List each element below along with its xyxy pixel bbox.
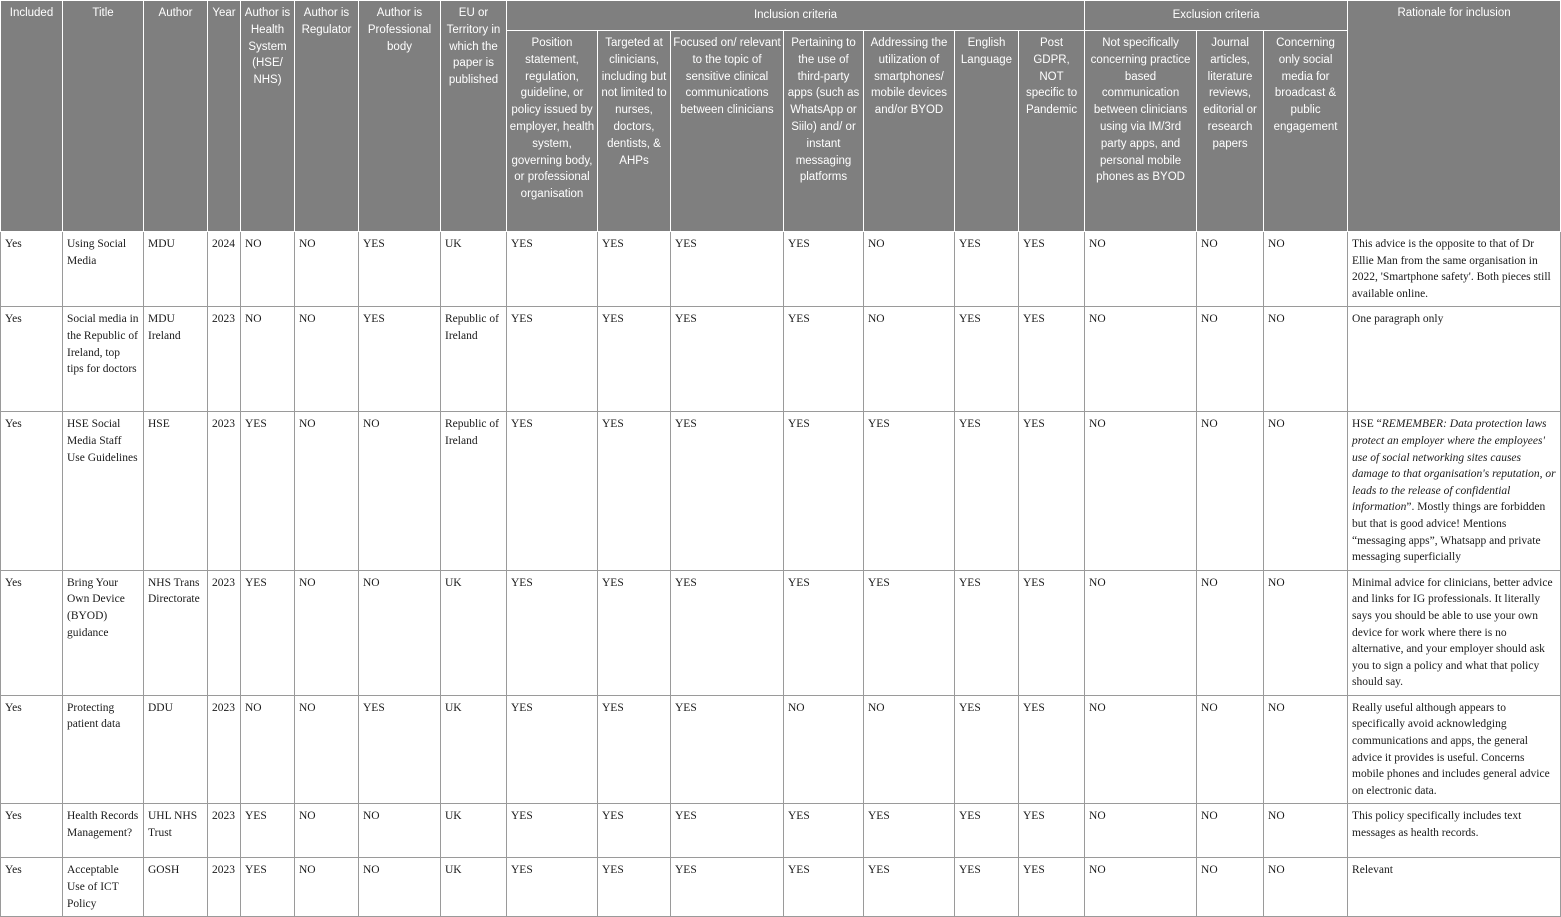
cell-inclusion-1: YES	[507, 804, 598, 858]
cell-exclusion-1: NO	[1085, 858, 1197, 917]
cell-author: HSE	[144, 412, 208, 570]
cell-exclusion-3: NO	[1264, 412, 1348, 570]
header-row-groups	[1, 1, 1561, 31]
cell-included: Yes	[1, 858, 63, 917]
header-author: Author	[144, 1, 208, 232]
cell-year: 2023	[208, 570, 241, 695]
cell-regulator: NO	[295, 858, 359, 917]
cell-inclusion-1: YES	[507, 307, 598, 412]
rationale-suffix: ”. Mostly things are forbidden but that is good advice! Mentions “messaging apps”, Whatsapp and private messaging superficially	[1352, 501, 1546, 564]
cell-exclusion-3: NO	[1264, 695, 1348, 804]
cell-rationale: One paragraph only	[1348, 307, 1561, 412]
cell-health-system: YES	[241, 858, 295, 917]
table-body	[1, 232, 1561, 917]
cell-exclusion-2: NO	[1197, 232, 1264, 307]
cell-inclusion-7: YES	[1019, 695, 1085, 804]
cell-inclusion-7: YES	[1019, 232, 1085, 307]
cell-exclusion-3: NO	[1264, 307, 1348, 412]
cell-professional-body: YES	[359, 695, 441, 804]
cell-inclusion-4: YES	[784, 412, 864, 570]
cell-inclusion-6: YES	[955, 695, 1019, 804]
cell-inclusion-1: YES	[507, 858, 598, 917]
cell-regulator: NO	[295, 570, 359, 695]
cell-inclusion-5: NO	[864, 695, 955, 804]
table-row	[1, 307, 1561, 412]
cell-inclusion-2: YES	[598, 695, 671, 804]
table-header	[1, 1, 1561, 232]
cell-exclusion-3: NO	[1264, 232, 1348, 307]
header-territory: EU or Territory in which the paper is published	[441, 1, 507, 232]
cell-author: GOSH	[144, 858, 208, 917]
cell-regulator: NO	[295, 695, 359, 804]
cell-rationale	[1348, 412, 1561, 570]
cell-inclusion-3: YES	[671, 695, 784, 804]
cell-health-system: YES	[241, 570, 295, 695]
header-inclusion-group: Inclusion criteria	[507, 1, 1085, 31]
cell-exclusion-1: NO	[1085, 412, 1197, 570]
cell-inclusion-1: YES	[507, 695, 598, 804]
cell-author: NHS Trans Directorate	[144, 570, 208, 695]
header-rationale: Rationale for inclusion	[1348, 1, 1561, 232]
cell-author: MDU Ireland	[144, 307, 208, 412]
header-inclusion-2: Targeted at clinicians, including but not limited to nurses, doctors, dentists, & AHPs	[598, 31, 671, 232]
cell-included: Yes	[1, 804, 63, 858]
cell-inclusion-4: YES	[784, 232, 864, 307]
cell-territory: UK	[441, 695, 507, 804]
cell-exclusion-2: NO	[1197, 570, 1264, 695]
cell-title: Bring Your Own Device (BYOD) guidance	[63, 570, 144, 695]
header-inclusion-5: Addressing the utilization of smartphones/ mobile devices and/or BYOD	[864, 31, 955, 232]
cell-inclusion-3: YES	[671, 858, 784, 917]
cell-exclusion-2: NO	[1197, 858, 1264, 917]
cell-rationale: Minimal advice for clinicians, better advice and links for IG professionals. It literally says you should be able to use your own device for work where there is no alternative, and your employer should ask you to sign a policy and what that policy should say.	[1348, 570, 1561, 695]
cell-inclusion-3: YES	[671, 412, 784, 570]
cell-author: UHL NHS Trust	[144, 804, 208, 858]
cell-health-system: NO	[241, 695, 295, 804]
cell-title: Acceptable Use of ICT Policy	[63, 858, 144, 917]
cell-author: DDU	[144, 695, 208, 804]
cell-inclusion-5: NO	[864, 232, 955, 307]
cell-exclusion-3: NO	[1264, 804, 1348, 858]
cell-included: Yes	[1, 412, 63, 570]
header-inclusion-3: Focused on/ relevant to the topic of sensitive clinical communications between clinicians	[671, 31, 784, 232]
cell-rationale: Relevant	[1348, 858, 1561, 917]
cell-included: Yes	[1, 695, 63, 804]
cell-rationale: This policy specifically includes text messages as health records.	[1348, 804, 1561, 858]
cell-included: Yes	[1, 570, 63, 695]
cell-year: 2023	[208, 412, 241, 570]
cell-inclusion-1: YES	[507, 232, 598, 307]
cell-year: 2023	[208, 858, 241, 917]
table-row	[1, 570, 1561, 695]
cell-exclusion-2: NO	[1197, 695, 1264, 804]
header-professional-body: Author is Professional body	[359, 1, 441, 232]
rationale-quote: REMEMBER: Data protection laws protect an employer where the employees' use of social networking sites causes damage to that organisation's reputation, or leads to the release of confidential information	[1352, 418, 1556, 514]
cell-included: Yes	[1, 232, 63, 307]
cell-inclusion-6: YES	[955, 412, 1019, 570]
cell-inclusion-4: NO	[784, 695, 864, 804]
cell-inclusion-3: YES	[671, 232, 784, 307]
cell-inclusion-5: YES	[864, 858, 955, 917]
cell-professional-body: NO	[359, 858, 441, 917]
cell-inclusion-2: YES	[598, 232, 671, 307]
cell-health-system: YES	[241, 412, 295, 570]
rationale-prefix: HSE “	[1352, 418, 1382, 431]
cell-exclusion-1: NO	[1085, 804, 1197, 858]
cell-inclusion-4: YES	[784, 804, 864, 858]
cell-year: 2024	[208, 232, 241, 307]
cell-inclusion-4: YES	[784, 858, 864, 917]
cell-title: Protecting patient data	[63, 695, 144, 804]
cell-territory: UK	[441, 804, 507, 858]
table-row	[1, 804, 1561, 858]
cell-title: Using Social Media	[63, 232, 144, 307]
cell-rationale: Really useful although appears to specifically avoid acknowledging communications and apps, the general advice it provides is useful. Concerns mobile phones and includes general advice on electronic data.	[1348, 695, 1561, 804]
cell-professional-body: YES	[359, 307, 441, 412]
cell-inclusion-6: YES	[955, 858, 1019, 917]
cell-professional-body: YES	[359, 232, 441, 307]
header-exclusion-1: Not specifically concerning practice based communication between clinicians using via IM/3rd party apps, and personal mobile phones as BYOD	[1085, 31, 1197, 232]
cell-inclusion-2: YES	[598, 570, 671, 695]
header-exclusion-3: Concerning only social media for broadcast & public engagement	[1264, 31, 1348, 232]
header-exclusion-2: Journal articles, literature reviews, editorial or research papers	[1197, 31, 1264, 232]
cell-inclusion-4: YES	[784, 307, 864, 412]
cell-year: 2023	[208, 307, 241, 412]
cell-territory: Republic of Ireland	[441, 412, 507, 570]
cell-health-system: NO	[241, 232, 295, 307]
header-health-system: Author is Health System (HSE/ NHS)	[241, 1, 295, 232]
cell-regulator: NO	[295, 232, 359, 307]
cell-exclusion-1: NO	[1085, 307, 1197, 412]
cell-professional-body: NO	[359, 570, 441, 695]
cell-inclusion-6: YES	[955, 232, 1019, 307]
cell-territory: Republic of Ireland	[441, 307, 507, 412]
cell-inclusion-7: YES	[1019, 412, 1085, 570]
cell-inclusion-5: YES	[864, 570, 955, 695]
table-row	[1, 858, 1561, 917]
cell-inclusion-4: YES	[784, 570, 864, 695]
cell-territory: UK	[441, 858, 507, 917]
cell-year: 2023	[208, 695, 241, 804]
cell-regulator: NO	[295, 804, 359, 858]
header-included: Included	[1, 1, 63, 232]
cell-inclusion-1: YES	[507, 412, 598, 570]
header-regulator: Author is Regulator	[295, 1, 359, 232]
cell-inclusion-1: YES	[507, 570, 598, 695]
cell-exclusion-2: NO	[1197, 804, 1264, 858]
cell-exclusion-3: NO	[1264, 858, 1348, 917]
cell-territory: UK	[441, 232, 507, 307]
cell-exclusion-1: NO	[1085, 232, 1197, 307]
cell-author: MDU	[144, 232, 208, 307]
cell-professional-body: NO	[359, 804, 441, 858]
cell-year: 2023	[208, 804, 241, 858]
table-row	[1, 695, 1561, 804]
cell-inclusion-3: YES	[671, 570, 784, 695]
cell-title: HSE Social Media Staff Use Guidelines	[63, 412, 144, 570]
cell-inclusion-2: YES	[598, 307, 671, 412]
cell-regulator: NO	[295, 412, 359, 570]
cell-health-system: NO	[241, 307, 295, 412]
cell-health-system: YES	[241, 804, 295, 858]
cell-exclusion-3: NO	[1264, 570, 1348, 695]
cell-regulator: NO	[295, 307, 359, 412]
cell-rationale: This advice is the opposite to that of Dr Ellie Man from the same organisation in 2022, 'Smartphone safety'. Both pieces still available online.	[1348, 232, 1561, 307]
cell-inclusion-2: YES	[598, 412, 671, 570]
cell-inclusion-7: YES	[1019, 570, 1085, 695]
cell-inclusion-6: YES	[955, 804, 1019, 858]
table-row	[1, 232, 1561, 307]
cell-inclusion-5: YES	[864, 412, 955, 570]
cell-inclusion-5: YES	[864, 804, 955, 858]
table-row	[1, 412, 1561, 570]
cell-title: Health Records Management?	[63, 804, 144, 858]
cell-inclusion-6: YES	[955, 307, 1019, 412]
cell-inclusion-2: YES	[598, 858, 671, 917]
header-inclusion-6: English Language	[955, 31, 1019, 232]
header-year: Year	[208, 1, 241, 232]
cell-inclusion-6: YES	[955, 570, 1019, 695]
header-title: Title	[63, 1, 144, 232]
cell-territory: UK	[441, 570, 507, 695]
cell-inclusion-7: YES	[1019, 804, 1085, 858]
cell-included: Yes	[1, 307, 63, 412]
cell-exclusion-1: NO	[1085, 570, 1197, 695]
header-inclusion-4: Pertaining to the use of third-party apps (such as WhatsApp or Siilo) and/ or instant messaging platforms	[784, 31, 864, 232]
cell-exclusion-2: NO	[1197, 307, 1264, 412]
cell-exclusion-1: NO	[1085, 695, 1197, 804]
cell-title: Social media in the Republic of Ireland, top tips for doctors	[63, 307, 144, 412]
cell-professional-body: NO	[359, 412, 441, 570]
cell-exclusion-2: NO	[1197, 412, 1264, 570]
header-exclusion-group: Exclusion criteria	[1085, 1, 1348, 31]
header-inclusion-1: Position statement, regulation, guideline, or policy issued by employer, health system, governing body, or professional organisation	[507, 31, 598, 232]
cell-inclusion-2: YES	[598, 804, 671, 858]
cell-inclusion-7: YES	[1019, 307, 1085, 412]
cell-inclusion-5: NO	[864, 307, 955, 412]
cell-inclusion-3: YES	[671, 307, 784, 412]
header-inclusion-7: Post GDPR, NOT specific to Pandemic	[1019, 31, 1085, 232]
cell-inclusion-7: YES	[1019, 858, 1085, 917]
cell-inclusion-3: YES	[671, 804, 784, 858]
